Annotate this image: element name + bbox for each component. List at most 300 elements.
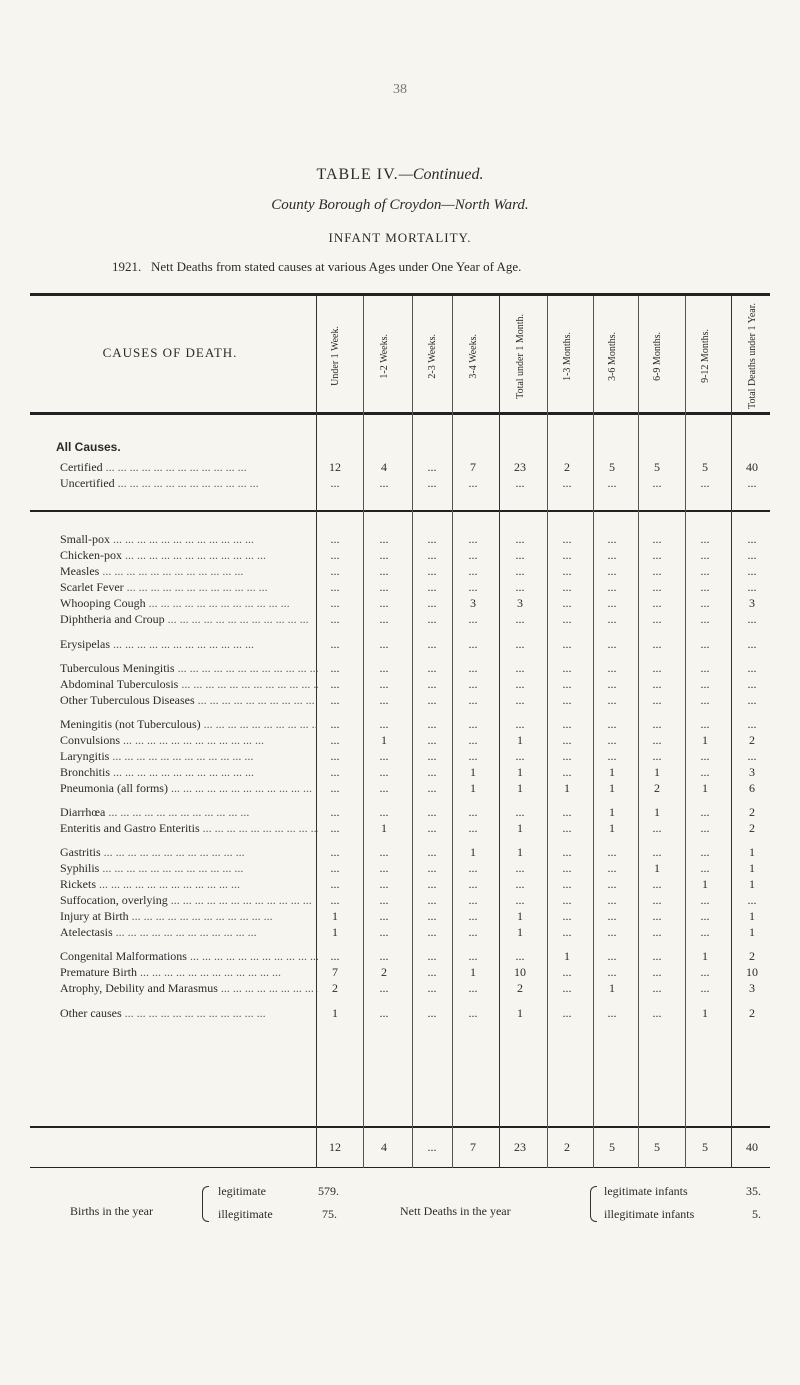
- table-cell: ...: [379, 476, 389, 490]
- table-cell: ...: [562, 981, 572, 995]
- births-brace: [202, 1186, 209, 1222]
- column-header-label: 3-4 Weeks.: [467, 333, 479, 379]
- deaths-legitimate-label: legitimate infants: [604, 1184, 688, 1198]
- table-cell: ...: [562, 749, 572, 763]
- table-cell: ...: [652, 564, 662, 578]
- table-cell: 1: [470, 965, 476, 979]
- table-cell: 2: [749, 805, 755, 819]
- table-cell: 2: [654, 781, 660, 795]
- table-cell: ...: [379, 981, 389, 995]
- table-cell: ...: [700, 661, 710, 675]
- cause-label-text: Bronchitis: [60, 765, 110, 779]
- cause-label-text: Small-pox: [60, 532, 110, 546]
- table-row: [0, 677, 800, 694]
- cause-label-text: Suffocation, overlying: [60, 893, 168, 907]
- table-cell: 1: [381, 821, 387, 835]
- table-cell: ...: [700, 693, 710, 707]
- cause-label: [60, 877, 318, 892]
- table-cell: ...: [427, 637, 437, 651]
- table-cell: ...: [330, 781, 340, 795]
- cause-label-text: Other Tuberculous Diseases: [60, 693, 195, 707]
- table-row: [0, 981, 800, 998]
- cause-label-text: Rickets: [60, 877, 96, 891]
- table-cell: 1: [517, 925, 523, 939]
- table-cell: ...: [700, 821, 710, 835]
- table-cell: 1: [609, 821, 615, 835]
- cause-label-text: Gastritis: [60, 845, 101, 859]
- cause-label-text: Whooping Cough: [60, 596, 146, 610]
- table-cell: 6: [749, 781, 755, 795]
- table-cell: ...: [747, 564, 757, 578]
- table-cell: 1: [749, 877, 755, 891]
- table-cell: ...: [747, 637, 757, 651]
- table-cell: ...: [652, 749, 662, 763]
- table-cell: ...: [562, 861, 572, 875]
- cause-label: [60, 661, 318, 676]
- table-cell: ...: [427, 821, 437, 835]
- table-cell: ...: [607, 548, 617, 562]
- table-cell: ...: [427, 717, 437, 731]
- table-cell: 1: [749, 861, 755, 875]
- table-cell: ...: [562, 564, 572, 578]
- table-cell: ...: [515, 580, 525, 594]
- births-legitimate-label: legitimate: [218, 1184, 266, 1198]
- table-cell: ...: [607, 893, 617, 907]
- table-cell: ...: [607, 909, 617, 923]
- cause-label-text: Laryngitis: [60, 749, 110, 763]
- births-illegitimate-value: 75.: [322, 1207, 337, 1221]
- table-cell: ...: [607, 877, 617, 891]
- table-cell: ...: [607, 637, 617, 651]
- top-rule: [30, 293, 770, 296]
- table-cell: ...: [330, 845, 340, 859]
- table-cell: ...: [607, 861, 617, 875]
- table-cell: ...: [562, 965, 572, 979]
- table-cell: ...: [652, 580, 662, 594]
- table-cell: 2: [749, 733, 755, 747]
- table-row: [0, 949, 800, 966]
- table-cell: 1: [332, 1006, 338, 1020]
- table-row: [0, 460, 800, 477]
- cause-label-text: Uncertified: [60, 476, 115, 490]
- table-heading: INFANT MORTALITY.: [328, 230, 472, 245]
- table-cell: ...: [652, 637, 662, 651]
- table-cell: ...: [427, 749, 437, 763]
- total-cell: ...: [427, 1140, 437, 1154]
- table-cell: ...: [379, 1006, 389, 1020]
- table-cell: 3: [749, 981, 755, 995]
- table-cell: ...: [652, 612, 662, 626]
- table-cell: 1: [749, 925, 755, 939]
- column-header-label: 1-2 Weeks.: [378, 333, 390, 379]
- table-cell: ...: [700, 925, 710, 939]
- table-cell: ...: [562, 717, 572, 731]
- table-cell: ...: [562, 877, 572, 891]
- cause-label-text: Measles: [60, 564, 100, 578]
- table-row: [0, 733, 800, 750]
- table-cell: 2: [381, 965, 387, 979]
- table-cell: 3: [470, 596, 476, 610]
- column-header: [685, 302, 725, 410]
- table-cell: ...: [330, 580, 340, 594]
- table-cell: ...: [652, 693, 662, 707]
- column-header: [547, 302, 587, 410]
- table-cell: ...: [468, 981, 478, 995]
- cause-label-text: Tuberculous Meningitis: [60, 661, 175, 675]
- table-cell: ...: [330, 821, 340, 835]
- cause-label-text: Congenital Malformations: [60, 949, 187, 963]
- total-cell: 2: [564, 1140, 570, 1154]
- table-cell: ...: [330, 949, 340, 963]
- table-cell: 3: [749, 596, 755, 610]
- table-cell: 1: [654, 805, 660, 819]
- table-cell: 1: [470, 845, 476, 859]
- table-cell: ...: [330, 532, 340, 546]
- table-cell: ...: [562, 1006, 572, 1020]
- cause-label: [60, 460, 318, 475]
- table-cell: ...: [427, 949, 437, 963]
- total-cell: 40: [746, 1140, 758, 1154]
- table-cell: 1: [609, 781, 615, 795]
- table-cell: ...: [652, 925, 662, 939]
- table-row: [0, 765, 800, 782]
- table-cell: ...: [652, 821, 662, 835]
- table-cell: ...: [747, 693, 757, 707]
- table-cell: ...: [700, 476, 710, 490]
- table-cell: ...: [652, 1006, 662, 1020]
- table-cell: 1: [609, 981, 615, 995]
- table-cell: ...: [607, 717, 617, 731]
- table-row: [0, 877, 800, 894]
- table-cell: ...: [652, 677, 662, 691]
- table-cell: ...: [607, 925, 617, 939]
- table-cell: 1: [609, 765, 615, 779]
- table-cell: 1: [654, 765, 660, 779]
- total-cell: 4: [381, 1140, 387, 1154]
- table-cell: ...: [330, 637, 340, 651]
- table-cell: ...: [468, 612, 478, 626]
- table-cell: ...: [379, 596, 389, 610]
- cause-label: [60, 949, 318, 964]
- births-illegitimate-label: illegitimate: [218, 1207, 273, 1221]
- table-cell: ...: [700, 548, 710, 562]
- table-cell: ...: [747, 893, 757, 907]
- deaths-legitimate-value: 35.: [746, 1184, 761, 1198]
- cause-label-text: Other causes: [60, 1006, 122, 1020]
- column-header: [315, 302, 355, 410]
- cause-label-text: Enteritis and Gastro Enteritis: [60, 821, 200, 835]
- table-cell: ...: [379, 661, 389, 675]
- table-cell: ...: [330, 612, 340, 626]
- column-header: [637, 302, 677, 410]
- table-cell: ...: [427, 564, 437, 578]
- table-cell: ...: [379, 749, 389, 763]
- cause-label-text: Injury at Birth: [60, 909, 129, 923]
- cause-label-text: Atrophy, Debility and Marasmus: [60, 981, 218, 995]
- table-row: [0, 749, 800, 766]
- table-cell: ...: [330, 661, 340, 675]
- table-description: [112, 259, 521, 275]
- year-label: 1921.: [112, 259, 142, 274]
- cause-label: [60, 749, 318, 764]
- table-row: [0, 821, 800, 838]
- description-text: Nett Deaths from stated causes at various Ages under One Year of Age.: [151, 259, 522, 274]
- table-cell: ...: [468, 893, 478, 907]
- table-cell: 1: [332, 925, 338, 939]
- table-cell: ...: [652, 661, 662, 675]
- table-cell: ...: [747, 612, 757, 626]
- table-cell: 1: [564, 949, 570, 963]
- table-cell: 1: [654, 861, 660, 875]
- table-cell: ...: [562, 693, 572, 707]
- table-cell: 1: [517, 909, 523, 923]
- table-cell: ...: [427, 580, 437, 594]
- table-cell: 5: [609, 460, 615, 474]
- table-cell: 1: [470, 765, 476, 779]
- total-cell: 23: [514, 1140, 526, 1154]
- table-cell: ...: [468, 805, 478, 819]
- table-cell: ...: [652, 909, 662, 923]
- table-cell: ...: [515, 805, 525, 819]
- table-cell: ...: [427, 965, 437, 979]
- table-cell: ...: [562, 765, 572, 779]
- cause-label: [60, 925, 318, 940]
- table-cell: ...: [379, 877, 389, 891]
- table-row: [0, 965, 800, 982]
- table-cell: ...: [652, 981, 662, 995]
- table-cell: ...: [427, 596, 437, 610]
- column-header-label: Total under 1 Month.: [514, 313, 526, 399]
- table-cell: ...: [607, 564, 617, 578]
- column-header: [412, 302, 452, 410]
- table-cell: ...: [652, 845, 662, 859]
- table-cell: ...: [515, 476, 525, 490]
- table-cell: 1: [749, 909, 755, 923]
- table-cell: ...: [607, 845, 617, 859]
- table-cell: 2: [749, 1006, 755, 1020]
- table-row: [0, 580, 800, 597]
- table-row: [0, 596, 800, 613]
- table-cell: 23: [514, 460, 526, 474]
- table-cell: ...: [700, 845, 710, 859]
- table-cell: ...: [700, 749, 710, 763]
- table-row: [0, 612, 800, 629]
- table-cell: 1: [517, 765, 523, 779]
- table-cell: ...: [607, 532, 617, 546]
- table-cell: ...: [747, 749, 757, 763]
- table-cell: ...: [562, 909, 572, 923]
- table-cell: 1: [517, 733, 523, 747]
- table-cell: ...: [330, 733, 340, 747]
- births-label: Births in the year: [70, 1204, 153, 1218]
- table-cell: ...: [607, 749, 617, 763]
- table-cell: ...: [652, 965, 662, 979]
- table-cell: 3: [749, 765, 755, 779]
- total-cell: 5: [702, 1140, 708, 1154]
- table-cell: ...: [652, 717, 662, 731]
- table-cell: ...: [379, 693, 389, 707]
- table-cell: ...: [700, 717, 710, 731]
- table-cell: 12: [329, 460, 341, 474]
- table-cell: ...: [607, 661, 617, 675]
- cause-label-text: Convulsions: [60, 733, 121, 747]
- table-cell: ...: [607, 965, 617, 979]
- table-cell: ...: [427, 805, 437, 819]
- table-row: [0, 781, 800, 798]
- table-cell: ...: [468, 637, 478, 651]
- table-cell: ...: [652, 893, 662, 907]
- table-cell: ...: [379, 909, 389, 923]
- table-cell: 2: [332, 981, 338, 995]
- table-cell: ...: [427, 612, 437, 626]
- column-header-label: Under 1 Week.: [329, 326, 341, 386]
- table-cell: ...: [747, 532, 757, 546]
- table-cell: ...: [379, 548, 389, 562]
- total-cell: 7: [470, 1140, 476, 1154]
- table-cell: ...: [562, 893, 572, 907]
- table-cell: ...: [515, 749, 525, 763]
- table-cell: ...: [427, 781, 437, 795]
- table-cell: ...: [562, 612, 572, 626]
- table-cell: ...: [379, 845, 389, 859]
- table-row: [0, 893, 800, 910]
- table-cell: ...: [700, 981, 710, 995]
- table-cell: ...: [468, 1006, 478, 1020]
- table-cell: ...: [468, 677, 478, 691]
- table-cell: ...: [330, 476, 340, 490]
- table-row: [0, 805, 800, 822]
- cause-label: [60, 845, 318, 860]
- table-cell: 2: [749, 821, 755, 835]
- table-cell: ...: [562, 580, 572, 594]
- table-cell: 1: [702, 733, 708, 747]
- table-cell: 1: [517, 781, 523, 795]
- table-cell: 40: [746, 460, 758, 474]
- table-cell: 1: [749, 845, 755, 859]
- table-cell: ...: [379, 580, 389, 594]
- table-cell: 4: [381, 460, 387, 474]
- table-cell: ...: [562, 596, 572, 610]
- deaths-illegitimate-value: 5.: [752, 1207, 761, 1221]
- table-cell: ...: [379, 532, 389, 546]
- table-cell: ...: [607, 596, 617, 610]
- table-row: [0, 925, 800, 942]
- table-cell: 1: [470, 781, 476, 795]
- table-title: [0, 166, 800, 184]
- table-row: [0, 693, 800, 710]
- column-header: [500, 302, 540, 410]
- table-cell: ...: [562, 845, 572, 859]
- table-row: [0, 637, 800, 654]
- column-header: [592, 302, 632, 410]
- cause-label: [60, 717, 318, 732]
- table-cell: ...: [515, 661, 525, 675]
- table-cell: 5: [654, 460, 660, 474]
- cause-label: [60, 909, 318, 924]
- table-cell: ...: [468, 548, 478, 562]
- table-cell: 2: [749, 949, 755, 963]
- cause-label: [60, 893, 318, 908]
- table-cell: ...: [468, 693, 478, 707]
- table-cell: ...: [652, 548, 662, 562]
- cause-label-text: Diphtheria and Croup: [60, 612, 165, 626]
- table-cell: ...: [700, 765, 710, 779]
- table-cell: ...: [700, 612, 710, 626]
- table-cell: 1: [702, 1006, 708, 1020]
- table-cell: ...: [379, 717, 389, 731]
- table-cell: ...: [427, 909, 437, 923]
- table-cell: 3: [517, 596, 523, 610]
- table-cell: ...: [652, 949, 662, 963]
- cause-label-text: Premature Birth: [60, 965, 137, 979]
- table-cell: ...: [607, 693, 617, 707]
- section-rule: [30, 510, 770, 512]
- table-cell: ...: [468, 580, 478, 594]
- cause-label: [60, 612, 318, 627]
- table-cell: ...: [515, 564, 525, 578]
- table-cell: ...: [700, 596, 710, 610]
- table-cell: 1: [332, 909, 338, 923]
- cause-label-text: Abdominal Tuberculosis: [60, 677, 179, 691]
- table-cell: 1: [517, 845, 523, 859]
- table-cell: ...: [562, 805, 572, 819]
- table-cell: ...: [468, 925, 478, 939]
- table-cell: ...: [379, 949, 389, 963]
- cause-label: [60, 580, 318, 595]
- table-cell: ...: [379, 765, 389, 779]
- table-title-main: TABLE IV.: [316, 166, 399, 183]
- table-cell: ...: [330, 861, 340, 875]
- column-header-label: Total Deaths under 1 Year.: [746, 303, 758, 409]
- table-cell: ...: [330, 717, 340, 731]
- table-cell: ...: [607, 949, 617, 963]
- table-cell: ...: [652, 476, 662, 490]
- table-cell: ...: [515, 893, 525, 907]
- column-header-label: 9-12 Months.: [699, 329, 711, 383]
- table-cell: ...: [562, 476, 572, 490]
- table-cell: ...: [607, 1006, 617, 1020]
- table-cell: ...: [468, 564, 478, 578]
- cause-label: [60, 1006, 318, 1021]
- table-cell: 1: [517, 1006, 523, 1020]
- cause-label: [60, 596, 318, 611]
- cause-label-text: Atelectasis: [60, 925, 113, 939]
- cause-label: [60, 476, 318, 491]
- table-cell: ...: [607, 677, 617, 691]
- table-cell: ...: [468, 661, 478, 675]
- table-cell: ...: [700, 861, 710, 875]
- table-row: [0, 861, 800, 878]
- table-cell: ...: [515, 532, 525, 546]
- table-cell: ...: [427, 532, 437, 546]
- table-cell: 1: [517, 821, 523, 835]
- table-cell: ...: [700, 805, 710, 819]
- table-cell: ...: [652, 596, 662, 610]
- cause-label: [60, 965, 318, 980]
- table-row: [0, 661, 800, 678]
- table-cell: 1: [381, 733, 387, 747]
- deaths-illegitimate-label: illegitimate infants: [604, 1207, 695, 1221]
- table-cell: ...: [607, 612, 617, 626]
- table-cell: ...: [330, 548, 340, 562]
- table-cell: ...: [700, 637, 710, 651]
- cause-label: [60, 781, 318, 796]
- table-cell: ...: [515, 677, 525, 691]
- table-cell: ...: [379, 893, 389, 907]
- table-cell: ...: [427, 861, 437, 875]
- table-row: [0, 845, 800, 862]
- table-cell: ...: [379, 637, 389, 651]
